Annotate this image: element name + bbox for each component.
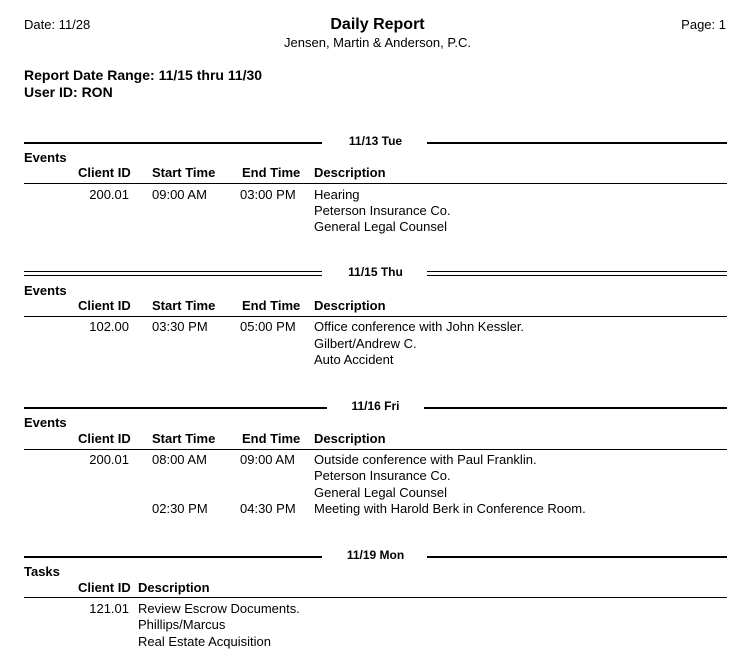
day-divider — [24, 400, 727, 414]
col-header-description: Description — [314, 298, 386, 313]
report-date-range: Report Date Range: 11/15 thru 11/30 — [24, 67, 263, 83]
end-time: 04:30 PM — [240, 501, 296, 516]
client-id: 102.00 — [89, 319, 129, 334]
description-line: Office conference with John Kessler. — [314, 319, 525, 334]
col-header-description: Description — [138, 580, 210, 595]
description-line: Auto Accident — [314, 352, 394, 367]
col-header-client-id: Client ID — [78, 431, 131, 446]
description-line: Outside conference with Paul Franklin. — [314, 452, 537, 467]
description-line: Peterson Insurance Co. — [314, 468, 451, 483]
client-id: 200.01 — [89, 452, 129, 467]
section-title: Tasks — [24, 564, 60, 579]
report-title: Daily Report — [330, 16, 425, 33]
start-time: 08:00 AM — [152, 452, 207, 467]
day-label: 11/15 Thu — [348, 265, 403, 279]
description-line: Meeting with Harold Berk in Conference Room. — [314, 501, 586, 516]
description-line: General Legal Counsel — [314, 485, 447, 500]
header-rule — [24, 316, 727, 317]
header-rule — [24, 449, 727, 450]
end-time: 09:00 AM — [240, 452, 295, 467]
header-rule — [24, 597, 727, 598]
col-header-client-id: Client ID — [78, 165, 131, 180]
description-line: Hearing — [314, 187, 360, 202]
start-time: 09:00 AM — [152, 187, 207, 202]
description-line: Peterson Insurance Co. — [314, 203, 451, 218]
report-date: Date: 11/28 — [24, 17, 91, 32]
client-id: 121.01 — [89, 601, 129, 616]
day-divider — [24, 266, 727, 280]
client-id: 200.01 — [89, 187, 129, 202]
col-header-start-time: Start Time — [152, 165, 216, 180]
day-label: 11/13 Tue — [348, 134, 403, 148]
firm-name: Jensen, Martin & Anderson, P.C. — [284, 35, 471, 50]
description-line: Real Estate Acquisition — [138, 634, 271, 649]
col-header-end-time: End Time — [242, 165, 301, 180]
page-number: Page: 1 — [681, 17, 726, 32]
header-rule — [24, 183, 727, 184]
description-line: Phillips/Marcus — [138, 617, 226, 632]
start-time: 03:30 PM — [152, 319, 208, 334]
day-label: 11/19 Mon — [346, 548, 405, 562]
col-header-description: Description — [314, 431, 386, 446]
section-title: Events — [24, 283, 67, 298]
section-title: Events — [24, 415, 67, 430]
end-time: 03:00 PM — [240, 187, 296, 202]
day-divider — [24, 135, 727, 149]
col-header-client-id: Client ID — [78, 580, 131, 595]
section-title: Events — [24, 150, 67, 165]
col-header-end-time: End Time — [242, 431, 301, 446]
day-label: 11/16 Fri — [351, 399, 400, 413]
description-line: General Legal Counsel — [314, 219, 447, 234]
start-time: 02:30 PM — [152, 501, 208, 516]
col-header-start-time: Start Time — [152, 298, 216, 313]
end-time: 05:00 PM — [240, 319, 296, 334]
user-id: User ID: RON — [24, 84, 113, 100]
description-line: Review Escrow Documents. — [138, 601, 300, 616]
col-header-client-id: Client ID — [78, 298, 131, 313]
col-header-description: Description — [314, 165, 386, 180]
day-divider — [24, 549, 727, 563]
description-line: Gilbert/Andrew C. — [314, 336, 417, 351]
col-header-start-time: Start Time — [152, 431, 216, 446]
col-header-end-time: End Time — [242, 298, 301, 313]
